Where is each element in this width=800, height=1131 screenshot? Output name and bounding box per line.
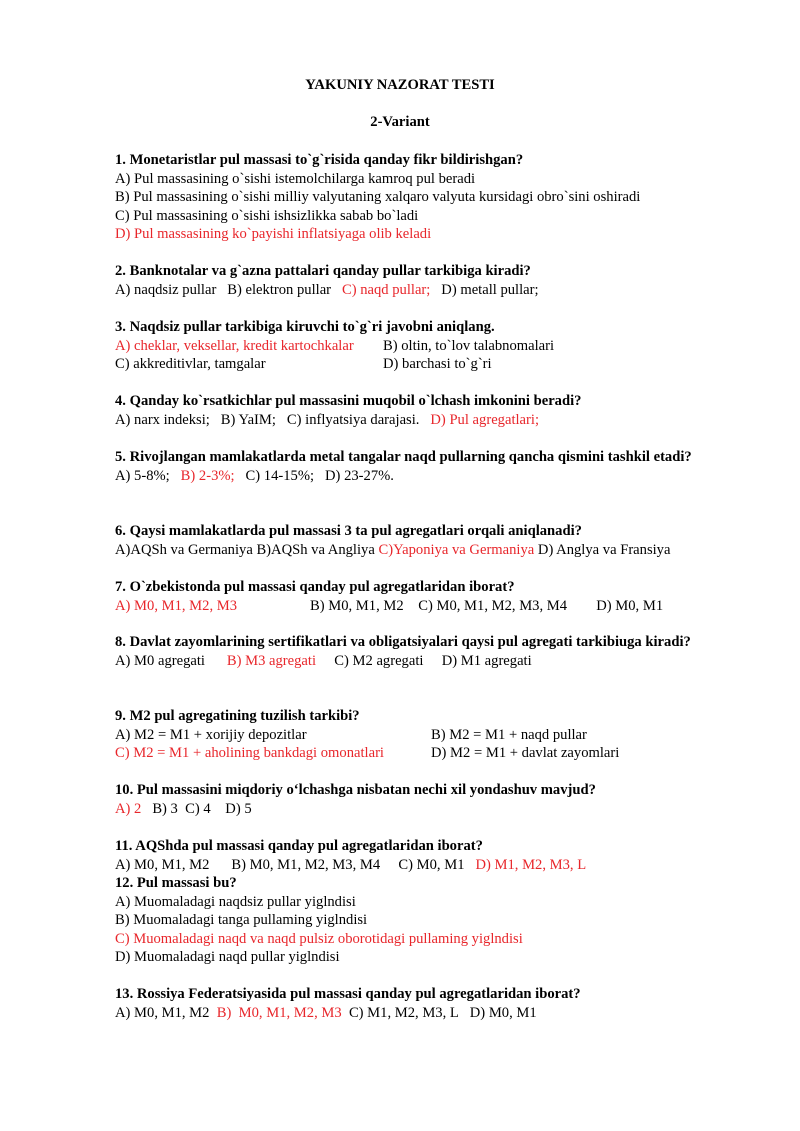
- option-a: A) M0, M1, M2: [115, 1004, 210, 1021]
- option-c-correct: C) naqd pullar;: [341, 281, 431, 298]
- option-d: D) 5: [225, 800, 252, 817]
- option-b-correct: B) M0, M1, M2, M3: [216, 1004, 342, 1021]
- option-d: D) M0, M1: [469, 1004, 537, 1021]
- options-row: [115, 652, 742, 671]
- option-d-correct: D) Pul agregatlari;: [430, 411, 539, 428]
- question-text: 7. O`zbekistonda pul massasi qanday pul agregatlaridan iborat?: [115, 579, 515, 595]
- option-a: A) 5-8%;: [115, 467, 170, 484]
- option-a: A) M0 agregati: [115, 652, 205, 669]
- option-d: D) M1 agregati: [441, 652, 532, 669]
- option-a: A)AQSh va Germaniya: [115, 541, 253, 558]
- options-row-2: [115, 744, 742, 763]
- option-c: C) 4: [185, 800, 211, 817]
- option-c-correct: C) Muomaladagi naqd va naqd pulsiz oborotidagi pullaming yiglndisi: [115, 930, 523, 947]
- question-text: 8. Davlat zayomlarining sertifikatlari va obligatsiyalari qaysi pul agregati tarkibiuga kiradi?: [115, 634, 691, 650]
- question-text: 4. Qanday ko`rsatkichlar pul massasini muqobil o`lchash imkonini beradi?: [115, 393, 582, 409]
- question-text: 1. Monetaristlar pul massasi to`g`risida qanday fikr bildirishgan?: [115, 152, 524, 168]
- option-a: A) narx indeksi;: [115, 411, 210, 428]
- option-a: A) Pul massasining o`sishi istemolchilarga kamroq pul beradi: [115, 170, 476, 187]
- option-b-correct: B) M3 agregati: [226, 652, 317, 669]
- question-2: [115, 262, 742, 299]
- question-4: [115, 392, 742, 429]
- option-c: C) M2 agregati: [334, 652, 424, 669]
- options-row: [115, 467, 742, 486]
- question-5: [115, 448, 742, 485]
- option-b: B) Muomaladagi tanga pullaming yiglndisi: [115, 912, 368, 928]
- options-row: [115, 1004, 742, 1023]
- options-row-1: [115, 337, 742, 356]
- variant-label: 2-Variant: [370, 114, 430, 130]
- question-3: [115, 318, 742, 374]
- option-d: D) Muomaladagi naqd pullar yiglndisi: [115, 949, 340, 965]
- option-b: B) oltin, to`lov talabnomalari: [383, 337, 555, 354]
- options-row: [115, 411, 742, 430]
- document-title: YAKUNIY NAZORAT TESTI: [305, 77, 495, 93]
- option-c: C) M1, M2, M3, L: [348, 1004, 459, 1021]
- question-6: [115, 522, 742, 559]
- option-a-correct: A) M0, M1, M2, M3: [115, 597, 238, 614]
- options-row-2: [115, 355, 742, 374]
- question-text: 5. Rivojlangan mamlakatlarda metal tangalar naqd pullarning qancha qismini tashkil etadi?: [115, 449, 692, 465]
- option-a-correct: A) 2: [115, 800, 142, 817]
- question-12: [115, 874, 742, 967]
- option-d: D) 23-27%.: [325, 467, 394, 484]
- option-b: B) M0, M1, M2, M3, M4: [231, 856, 381, 873]
- option-d: D) Anglya va Fransiya: [537, 541, 671, 558]
- option-d-correct: D) M1, M2, M3, L: [475, 856, 587, 873]
- question-text: 13. Rossiya Federatsiyasida pul massasi qanday pul agregatlaridan iborat?: [115, 986, 581, 1002]
- option-c: C) akkreditivlar, tamgalar: [115, 356, 266, 372]
- question-text: 10. Pul massasini miqdoriy o‘lchashga nisbatan nechi xil yondashuv mavjud?: [115, 782, 596, 798]
- option-c: C) inflyatsiya darajasi.: [286, 411, 420, 428]
- option-b: B) YaIM;: [220, 411, 276, 428]
- options-row: [115, 856, 742, 875]
- question-1: [115, 151, 742, 244]
- option-a: A) naqdsiz pullar: [115, 281, 217, 298]
- options-row: [115, 281, 742, 300]
- options-row-1: [115, 726, 742, 745]
- options-row: [115, 597, 742, 616]
- question-text: 12. Pul massasi bu?: [115, 875, 237, 891]
- question-10: [115, 781, 742, 818]
- option-d: D) M0, M1: [596, 597, 664, 614]
- option-c: C) M0, M1, M2, M3, M4: [418, 597, 568, 614]
- option-d-correct: D) Pul massasining ko`payishi inflatsiyaga olib keladi: [115, 226, 432, 242]
- question-text: 11. AQShda pul massasi qanday pul agregatlaridan iborat?: [115, 838, 483, 854]
- question-text: 2. Banknotalar va g`azna pattalari qanday pullar tarkibiga kiradi?: [115, 263, 531, 279]
- option-b: B) 3: [152, 800, 178, 817]
- option-b: B) Pul massasining o`sishi milliy valyutaning xalqaro valyuta kursidagi obro`sini oshiradi: [115, 189, 641, 205]
- options-row: [115, 800, 742, 819]
- option-d: D) barchasi to`g`ri: [383, 356, 492, 372]
- option-d: D) metall pullar;: [441, 281, 539, 298]
- question-8: [115, 633, 742, 670]
- option-b: B) M0, M1, M2: [310, 597, 404, 614]
- option-b-correct: B) 2-3%;: [180, 467, 235, 484]
- question-text: 3. Naqdsiz pullar tarkibiga kiruvchi to`g`ri javobni aniqlang.: [115, 319, 495, 335]
- question-text: 6. Qaysi mamlakatlarda pul massasi 3 ta pul agregatlari orqali aniqlanadi?: [115, 523, 582, 539]
- option-c-correct: C) M2 = M1 + aholining bankdagi omonatlari: [115, 745, 384, 761]
- option-b: B)AQSh va Angliya: [256, 541, 375, 558]
- option-c: C) Pul massasining o`sishi ishsizlikka sabab bo`ladi: [115, 207, 419, 224]
- option-b: B) M2 = M1 + naqd pullar: [431, 726, 587, 743]
- options-row: [115, 541, 742, 560]
- question-9: [115, 707, 742, 763]
- question-7: [115, 578, 742, 615]
- option-a: A) M2 = M1 + xorijiy depozitlar: [115, 726, 307, 743]
- option-c-correct: C)Yaponiya va Germaniya: [378, 541, 535, 558]
- option-c: C) M0, M1: [398, 856, 465, 873]
- option-a: A) Muomaladagi naqdsiz pullar yiglndisi: [115, 893, 356, 910]
- question-11: [115, 837, 742, 874]
- option-c: C) 14-15%;: [245, 467, 315, 484]
- option-a-correct: A) cheklar, veksellar, kredit kartochkalar: [115, 337, 354, 354]
- question-13: [115, 985, 742, 1022]
- option-b: B) elektron pullar: [227, 281, 332, 298]
- question-text: 9. M2 pul agregatining tuzilish tarkibi?: [115, 708, 360, 724]
- option-d: D) M2 = M1 + davlat zayomlari: [431, 745, 620, 761]
- option-a: A) M0, M1, M2: [115, 856, 210, 873]
